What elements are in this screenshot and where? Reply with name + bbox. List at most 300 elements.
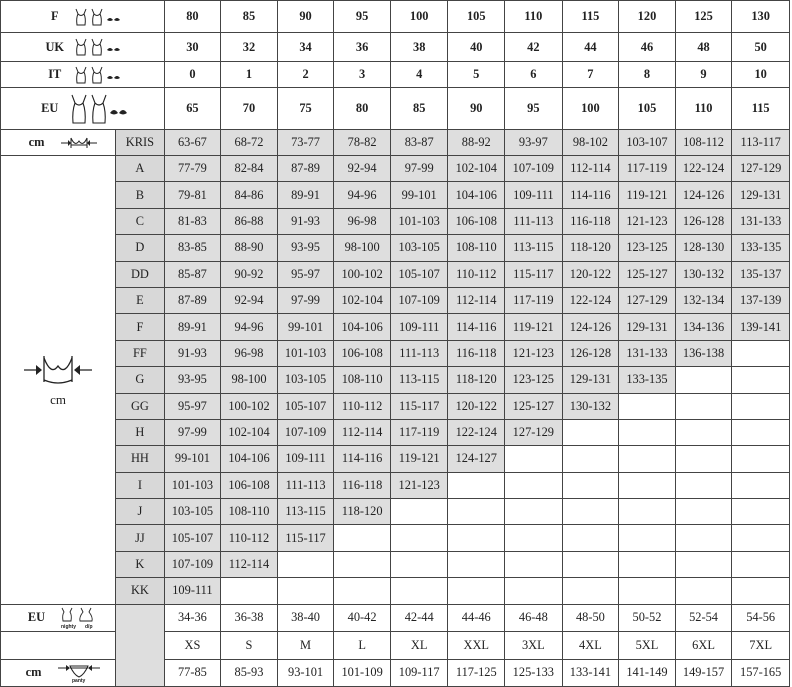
size-cell: 141-149 [619,659,676,686]
size-cell: 125-133 [505,659,563,686]
empty-cell [562,472,619,498]
bust-measure-cell [1,156,116,605]
empty-cell [732,525,790,551]
size-cell: 68-72 [221,130,278,156]
size-cell: 52-54 [675,604,732,631]
empty-cell [619,499,676,525]
size-cell: 91-93 [277,208,334,234]
size-cell: 94-96 [221,314,278,340]
size-cell: 38-40 [277,604,334,631]
cup-row-a [1,156,790,182]
empty-cell [505,446,563,472]
size-cell: 93-95 [164,367,221,393]
size-cell: 65 [164,88,221,130]
size-cell: 44 [562,33,619,62]
size-cell: 87-89 [277,156,334,182]
size-cell: 32 [221,33,278,62]
size-cell: 85-93 [221,659,278,686]
size-cell: 130-132 [562,393,619,419]
size-cell: 117-119 [505,287,563,313]
size-cell: 80 [164,1,221,33]
size-cell: 106-108 [221,472,278,498]
cup-label: B [116,182,165,208]
size-cell: 157-165 [732,659,790,686]
size-cell: 102-104 [334,287,391,313]
size-cell: 54-56 [732,604,790,631]
size-cell: 93-101 [277,659,334,686]
size-cell: 89-91 [277,182,334,208]
header-row-it [1,62,790,88]
size-cell: L [334,631,391,659]
size-cell: 42 [505,33,563,62]
size-cell: 40 [448,33,505,62]
size-cell: 122-124 [675,156,732,182]
size-cell: 104-106 [221,446,278,472]
size-cell: 107-109 [505,156,563,182]
size-cell: 108-110 [448,235,505,261]
size-cell: 129-131 [619,314,676,340]
body-shape-icon [73,66,125,84]
size-cell: 114-116 [334,446,391,472]
size-cell: 103-105 [164,499,221,525]
size-cell: 78-82 [334,130,391,156]
blank-cell [1,631,116,659]
empty-cell [562,446,619,472]
cup-row-e [1,287,790,313]
panty-measure-icon [56,663,102,683]
empty-cell [221,578,278,604]
empty-cell [619,578,676,604]
size-cell: 99-101 [277,314,334,340]
size-cell: 130-132 [675,261,732,287]
empty-cell [619,472,676,498]
size-cell: 132-134 [675,287,732,313]
empty-cell [619,446,676,472]
empty-cell [675,551,732,577]
size-cell: 106-108 [334,340,391,366]
size-cell: 89-91 [164,314,221,340]
size-cell: 95-97 [277,261,334,287]
size-cell: 125 [675,1,732,33]
bust-unit-label: cm [50,391,67,407]
size-cell: 98-100 [334,235,391,261]
size-cell: 100-102 [221,393,278,419]
size-cell: 6 [505,62,563,88]
size-cell: 127-129 [619,287,676,313]
size-cell: 122-124 [562,287,619,313]
size-cell: 83-85 [164,235,221,261]
size-cell: 109-111 [164,578,221,604]
cup-label: HH [116,446,165,472]
size-cell: 36 [334,33,391,62]
eu-nighty-row [1,604,790,631]
empty-cell [390,525,448,551]
empty-cell [448,499,505,525]
header-row-f [1,1,790,33]
size-cell: 50-52 [619,604,676,631]
empty-cell [390,578,448,604]
size-cell: XL [390,631,448,659]
size-cell: 99-101 [164,446,221,472]
size-cell: 48-50 [562,604,619,631]
row-label-text: F [50,9,59,23]
size-cell: 100 [562,88,619,130]
size-cell: 97-99 [277,287,334,313]
size-cell: 113-115 [277,499,334,525]
empty-cell [505,472,563,498]
empty-cell [562,419,619,445]
size-cell: 7XL [732,631,790,659]
cup-row-i [1,472,790,498]
empty-cell [675,578,732,604]
size-cell: XS [164,631,221,659]
size-cell: 129-131 [562,367,619,393]
size-cell: 100 [390,1,448,33]
size-cell: 117-119 [619,156,676,182]
empty-cell [732,446,790,472]
size-cell: 111-113 [505,208,563,234]
size-cell: 87-89 [164,287,221,313]
size-cell: 113-117 [732,130,790,156]
size-cell: 105-107 [390,261,448,287]
size-cell: 104-106 [448,182,505,208]
size-cell: XXL [448,631,505,659]
row-label [1,659,116,686]
size-cell: 103-105 [390,235,448,261]
size-cell: 139-141 [732,314,790,340]
size-cell: 98-100 [221,367,278,393]
size-cell: 3XL [505,631,563,659]
empty-cell [334,551,391,577]
cup-label: KK [116,578,165,604]
svg-text:panty: panty [71,677,85,683]
size-cell: 46-48 [505,604,563,631]
size-cell: 101-103 [390,208,448,234]
size-cell: 136-138 [675,340,732,366]
size-cell: 38 [390,33,448,62]
size-cell: 125-127 [505,393,563,419]
bust-measure-icon [20,352,96,388]
empty-cell [675,472,732,498]
size-cell: 4XL [562,631,619,659]
empty-cell [505,499,563,525]
size-cell: 115-117 [277,525,334,551]
size-cell: 117-119 [390,419,448,445]
size-cell: 97-99 [164,419,221,445]
svg-text:d/p: d/p [84,623,93,629]
cup-row-j [1,499,790,525]
size-cell: 105-107 [277,393,334,419]
empty-cell [675,446,732,472]
size-cell: 7 [562,62,619,88]
cup-row-ff [1,340,790,366]
size-cell: 110-112 [334,393,391,419]
size-cell: 48 [675,33,732,62]
size-cell: 149-157 [675,659,732,686]
empty-cell [732,578,790,604]
size-cell: 115-117 [390,393,448,419]
size-cell: 115 [732,88,790,130]
size-cell: 110 [505,1,563,33]
cup-label: DD [116,261,165,287]
size-cell: 107-109 [164,551,221,577]
size-cell: 5 [448,62,505,88]
size-cell: 103-107 [619,130,676,156]
size-cell: 112-114 [562,156,619,182]
size-cell: 96-98 [221,340,278,366]
empty-cell [448,525,505,551]
size-cell: 119-121 [390,446,448,472]
size-cell: 99-101 [390,182,448,208]
cup-row-c [1,208,790,234]
size-cell: 93-97 [505,130,563,156]
size-cell: 88-90 [221,235,278,261]
size-cell: 111-113 [277,472,334,498]
cup-label: I [116,472,165,498]
size-cell: 137-139 [732,287,790,313]
size-cell: 81-83 [164,208,221,234]
size-cell: 101-103 [164,472,221,498]
cup-label: C [116,208,165,234]
header-row-uk [1,33,790,62]
empty-cell [562,551,619,577]
size-cell: 101-103 [277,340,334,366]
header-row-eu [1,88,790,130]
size-cell: 77-79 [164,156,221,182]
size-cell: 102-104 [448,156,505,182]
empty-cell [675,393,732,419]
size-cell: 95 [505,88,563,130]
row-label-text: EU [41,101,59,115]
size-cell: 131-133 [732,208,790,234]
size-cell: 4 [390,62,448,88]
size-cell: 97-99 [390,156,448,182]
size-cell: 73-77 [277,130,334,156]
size-cell: 108-112 [675,130,732,156]
size-cell: 120 [619,1,676,33]
cup-row-b [1,182,790,208]
cup-row-d [1,235,790,261]
size-cell: 34 [277,33,334,62]
row-label-text: UK [45,39,65,54]
cup-row-kk [1,578,790,604]
empty-cell [390,551,448,577]
size-cell: 134-136 [675,314,732,340]
size-cell: 124-126 [675,182,732,208]
row-label-text: EU [27,610,46,625]
cup-label: KRIS [116,130,165,156]
size-cell: 77-85 [164,659,221,686]
cup-label: F [116,314,165,340]
size-cell: 116-118 [562,208,619,234]
size-cell: 115 [562,1,619,33]
empty-cell [732,551,790,577]
size-cell: 121-123 [619,208,676,234]
empty-cell [277,551,334,577]
cup-label: D [116,235,165,261]
size-cell: 85-87 [164,261,221,287]
svg-text:nighty: nighty [60,623,76,629]
size-cell: 94-96 [334,182,391,208]
cup-row-jj [1,525,790,551]
empty-cell [732,340,790,366]
empty-cell [448,551,505,577]
empty-cell [675,419,732,445]
cup-row-g [1,367,790,393]
empty-cell [277,578,334,604]
size-cell: 1 [221,62,278,88]
size-cell: 109-111 [390,314,448,340]
cup-row-k [1,551,790,577]
size-cell: 121-123 [390,472,448,498]
size-cell: 118-120 [448,367,505,393]
size-cell: 113-115 [390,367,448,393]
size-cell: 88-92 [448,130,505,156]
empty-cell [732,367,790,393]
size-cell: 115-117 [505,261,563,287]
size-cell: 122-124 [448,419,505,445]
size-cell: 85 [221,1,278,33]
size-cell: 83-87 [390,130,448,156]
spacer-cell [116,604,165,686]
row-label [1,62,165,88]
size-cell: 119-121 [619,182,676,208]
size-cell: 133-141 [562,659,619,686]
size-cell: 79-81 [164,182,221,208]
empty-cell [675,525,732,551]
empty-cell [562,499,619,525]
size-cell: 40-42 [334,604,391,631]
empty-cell [619,551,676,577]
size-cell: 30 [164,33,221,62]
size-cell: 118-120 [334,499,391,525]
cup-row-hh [1,446,790,472]
row-label-text: IT [48,67,62,81]
size-cell: 70 [221,88,278,130]
size-cell: 10 [732,62,790,88]
empty-cell [334,525,391,551]
cup-label: A [116,156,165,182]
body-shape-icon [73,8,125,26]
size-cell: 95 [334,1,391,33]
size-cell: 110-112 [448,261,505,287]
size-cell: 119-121 [505,314,563,340]
underbust-measure-icon [59,135,99,151]
size-cell: 36-38 [221,604,278,631]
size-cell: 90-92 [221,261,278,287]
size-cell: 126-128 [675,208,732,234]
size-cell: 96-98 [334,208,391,234]
size-cell: 114-116 [562,182,619,208]
size-cell: 118-120 [562,235,619,261]
size-cell: 117-125 [448,659,505,686]
cup-row-f [1,314,790,340]
size-cell: 90 [277,1,334,33]
size-cell: 50 [732,33,790,62]
size-cell: 113-115 [505,235,563,261]
size-cell: 95-97 [164,393,221,419]
size-cell: 75 [277,88,334,130]
empty-cell [505,525,563,551]
size-cell: 105-107 [164,525,221,551]
empty-cell [505,551,563,577]
empty-cell [619,393,676,419]
size-cell: 107-109 [277,419,334,445]
size-cell: 120-122 [562,261,619,287]
size-cell: 114-116 [448,314,505,340]
size-cell: 0 [164,62,221,88]
size-cell: 120-122 [448,393,505,419]
size-cell: 111-113 [390,340,448,366]
size-cell: 124-126 [562,314,619,340]
empty-cell [334,578,391,604]
row-label [1,1,165,33]
row-label-text: cm [25,665,42,680]
size-cell: 63-67 [164,130,221,156]
size-cell: 104-106 [334,314,391,340]
size-cell: 130 [732,1,790,33]
cup-row-h [1,419,790,445]
size-cell: 103-105 [277,367,334,393]
cup-label: E [116,287,165,313]
body-shape-icon [68,93,130,125]
size-cell: 126-128 [562,340,619,366]
size-cell: 106-108 [448,208,505,234]
size-cell: 108-110 [334,367,391,393]
empty-cell [562,578,619,604]
empty-cell [448,472,505,498]
size-cell: S [221,631,278,659]
size-cell: 44-46 [448,604,505,631]
empty-cell [562,525,619,551]
size-cell: 9 [675,62,732,88]
row-label [1,604,116,631]
size-cell: 121-123 [505,340,563,366]
size-cell: 5XL [619,631,676,659]
size-cell: 108-110 [221,499,278,525]
cup-label: H [116,419,165,445]
size-cell: 116-118 [334,472,391,498]
size-cell: 98-102 [562,130,619,156]
empty-cell [732,499,790,525]
size-cell: 93-95 [277,235,334,261]
cup-label: FF [116,340,165,366]
size-cell: 85 [390,88,448,130]
cup-label: JJ [116,525,165,551]
row-label-text: cm [28,135,45,150]
size-cell: 123-125 [505,367,563,393]
size-cell: 131-133 [619,340,676,366]
size-cell: 92-94 [221,287,278,313]
size-cell: 127-129 [732,156,790,182]
size-cell: 110-112 [221,525,278,551]
size-cell: 34-36 [164,604,221,631]
empty-cell [732,393,790,419]
size-cell: 92-94 [334,156,391,182]
size-cell: 133-135 [619,367,676,393]
empty-cell [732,472,790,498]
size-cell: 112-114 [448,287,505,313]
body-shape-icon [73,38,125,56]
cup-label: J [116,499,165,525]
row-label [1,88,165,130]
size-cell: 86-88 [221,208,278,234]
size-cell: 90 [448,88,505,130]
size-cell: M [277,631,334,659]
size-cell: 2 [277,62,334,88]
empty-cell [448,578,505,604]
size-cell: 109-111 [505,182,563,208]
